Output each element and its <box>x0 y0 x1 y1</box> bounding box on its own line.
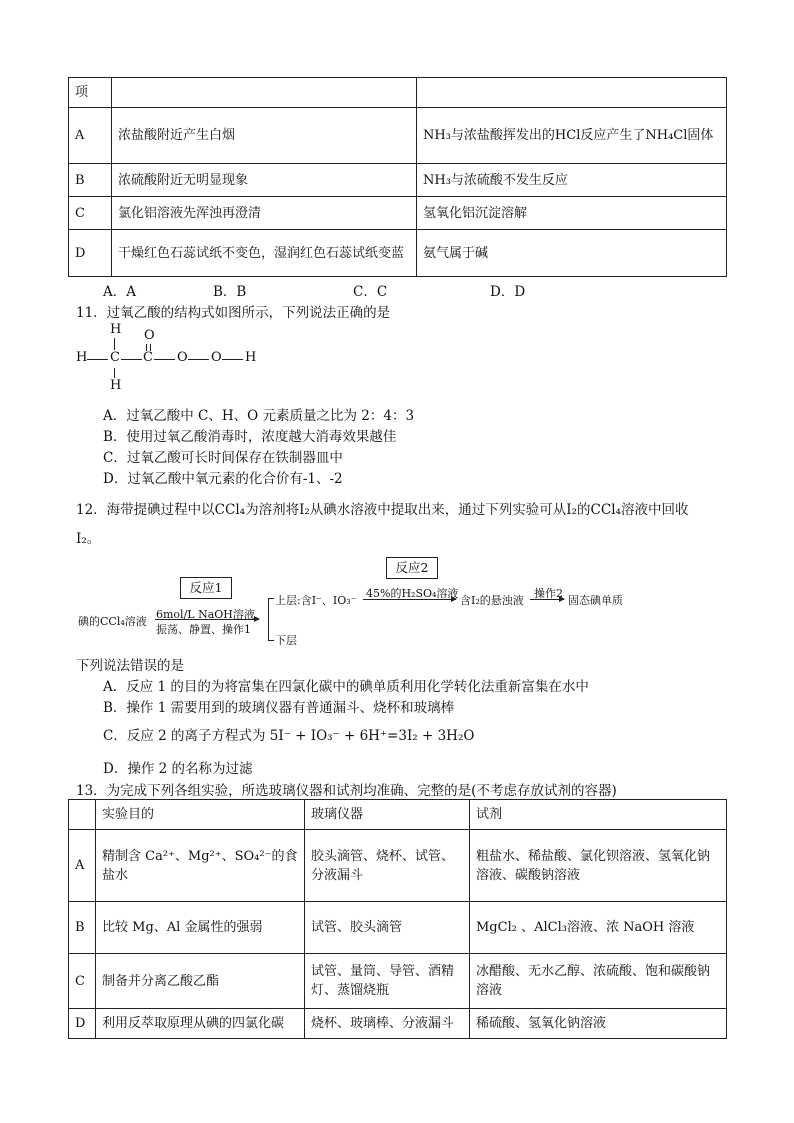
row-key: B <box>69 164 112 197</box>
phenomenon-cell: 浓硫酸附近无明显现象 <box>112 164 417 197</box>
reagent-cell: MgCl₂ 、AlCl₃溶液、浓 NaOH 溶液 <box>470 902 727 954</box>
structural-formula <box>76 322 276 402</box>
purpose-cell: 精制含 Ca²⁺、Mg²⁺、SO₄²⁻的食盐水 <box>96 830 305 902</box>
atom-c2: C <box>143 350 153 365</box>
bond <box>114 338 115 350</box>
atom-h-right: H <box>245 350 257 365</box>
choice-b: B．B <box>213 284 247 300</box>
atom-c1: C <box>110 350 120 365</box>
lower-layer: 下层 <box>275 634 297 647</box>
row-key: A <box>69 108 112 164</box>
bond <box>154 359 175 360</box>
q12-ask: 下列说法错误的是 <box>76 658 184 674</box>
table-row <box>69 1009 727 1039</box>
upper-layer: 上层:含I⁻、IO₃⁻ <box>275 594 357 607</box>
reagent-cell: 稀硫酸、氢氧化钠溶液 <box>470 1009 727 1039</box>
reagent2-label: 45%的H₂SO₄溶液 <box>366 587 459 600</box>
reaction2-box: 反应2 <box>386 557 438 579</box>
final-product: 固态碘单质 <box>568 594 623 607</box>
bond <box>114 368 115 378</box>
glassware-cell: 烧杯、玻璃棒、分液漏斗 <box>305 1009 470 1039</box>
table-header-cell <box>69 800 96 830</box>
bond <box>87 359 108 360</box>
double-bond <box>146 344 147 351</box>
choice-d: D．D <box>490 284 526 300</box>
condition1-label: 振荡、静置、操作1 <box>156 623 251 636</box>
flow-diagram <box>76 555 636 650</box>
glassware-cell: 试管、量筒、导管、酒精灯、蒸馏烧瓶 <box>305 954 470 1009</box>
reaction1-box: 反应1 <box>180 577 232 599</box>
table-row <box>69 197 727 230</box>
q12-option-b: B．操作 1 需要用到的玻璃仪器有普通漏斗、烧杯和玻璃棒 <box>103 700 455 716</box>
op2-label: 操作2 <box>534 587 563 600</box>
phenomenon-cell: 浓盐酸附近产生白烟 <box>112 108 417 164</box>
explanation-cell: NH₃与浓盐酸挥发出的HCl反应产生了NH₄Cl固体 <box>417 108 727 164</box>
phenomenon-cell: 干燥红色石蕊试纸不变色，湿润红色石蕊试纸变蓝 <box>112 230 417 277</box>
row-key: A <box>69 830 96 902</box>
bond <box>222 359 243 360</box>
table-header-cell <box>112 78 417 108</box>
glassware-cell: 胶头滴管、烧杯、试管、分液漏斗 <box>305 830 470 902</box>
atom-h-bottom: H <box>110 378 122 393</box>
purpose-cell: 制备并分离乙酸乙酯 <box>96 954 305 1009</box>
q10-table <box>68 77 727 277</box>
reagent1-label: 6mol/L NaOH溶液 <box>156 608 255 621</box>
arrow-2 <box>363 599 456 600</box>
arrow-3 <box>530 599 564 600</box>
phenomenon-cell: 氯化铝溶液先浑浊再澄清 <box>112 197 417 230</box>
q11-option-a: A．过氧乙酸中 C、H、O 元素质量之比为 2：4：3 <box>103 408 415 424</box>
atom-h-top: H <box>110 322 122 337</box>
table-header-cell <box>417 78 727 108</box>
table-row <box>69 164 727 197</box>
table-header-cell: 实验目的 <box>96 800 305 830</box>
q11-option-d: D．过氧乙酸中氧元素的化合价有-1、-2 <box>103 471 343 487</box>
choice-c: C．C <box>353 284 388 300</box>
table-row <box>69 108 727 164</box>
row-key: D <box>69 230 112 277</box>
branch-upper <box>268 598 274 599</box>
table-row <box>69 800 727 830</box>
q12-stem: 12．海带提碘过程中以CCl₄为溶剂将I₂从碘水溶液中提取出来，通过下列实验可从I₂的CCl₄溶液中回收 <box>76 502 689 518</box>
bond <box>188 359 209 360</box>
q13-table <box>68 799 727 1039</box>
bond <box>121 359 142 360</box>
branch-line <box>268 598 269 640</box>
reagent-cell: 冰醋酸、无水乙醇、浓硫酸、饱和碳酸钠溶液 <box>470 954 727 1009</box>
reagent-cell: 粗盐水、稀盐酸、氯化钡溶液、氢氧化钠溶液、碳酸钠溶液 <box>470 830 727 902</box>
q12-option-a: A．反应 1 的目的为将富集在四氯化碳中的碘单质利用化学转化法重新富集在水中 <box>103 679 589 695</box>
row-key: B <box>69 902 96 954</box>
choice-a: A．A <box>103 284 136 300</box>
explanation-cell: 氨气属于碱 <box>417 230 727 277</box>
q13-stem: 13．为完成下列各组实验，所选玻璃仪器和试剂均准确、完整的是(不考虑存放试剂的容器) <box>76 783 617 799</box>
glassware-cell: 试管、胶头滴管 <box>305 902 470 954</box>
q11-stem: 11．过氧乙酸的结构式如图所示，下列说法正确的是 <box>76 305 391 321</box>
table-row <box>69 830 727 902</box>
product-label: 含I₂的悬浊液 <box>460 594 524 607</box>
row-key: D <box>69 1009 96 1039</box>
table-header-cell: 玻璃仪器 <box>305 800 470 830</box>
flow-start: 碘的CCl₄溶液 <box>78 615 147 628</box>
q11-option-c: C．过氧乙酸可长时间保存在铁制器皿中 <box>103 450 343 466</box>
row-key: C <box>69 197 112 230</box>
atom-o2: O <box>211 350 222 365</box>
purpose-cell: 比较 Mg、Al 金属性的强弱 <box>96 902 305 954</box>
table-row <box>69 902 727 954</box>
q12-option-d: D．操作 2 的名称为过滤 <box>103 761 253 777</box>
explanation-cell: 氢氧化铝沉淀溶解 <box>417 197 727 230</box>
double-bond <box>150 344 151 351</box>
atom-o-double: O <box>144 328 155 343</box>
atom-o1: O <box>177 350 188 365</box>
table-row <box>69 78 727 108</box>
q12-stem-cont: I₂。 <box>76 531 101 547</box>
purpose-cell: 利用反萃取原理从碘的四氯化碳 <box>96 1009 305 1039</box>
explanation-cell: NH₃与浓硫酸不发生反应 <box>417 164 727 197</box>
atom-h-left: H <box>76 350 88 365</box>
q11-option-b: B．使用过氧乙酸消毒时，浓度越大消毒效果越佳 <box>103 429 397 445</box>
arrow-1 <box>155 619 259 620</box>
branch-lower <box>268 640 274 641</box>
row-key: C <box>69 954 96 1009</box>
table-header-cell: 试剂 <box>470 800 727 830</box>
table-row <box>69 954 727 1009</box>
table-header-cell: 项 <box>69 78 112 108</box>
table-row <box>69 230 727 277</box>
q12-option-c: C．反应 2 的离子方程式为 5I⁻ + IO₃⁻ + 6H⁺=3I₂ + 3H₂O <box>103 728 475 744</box>
